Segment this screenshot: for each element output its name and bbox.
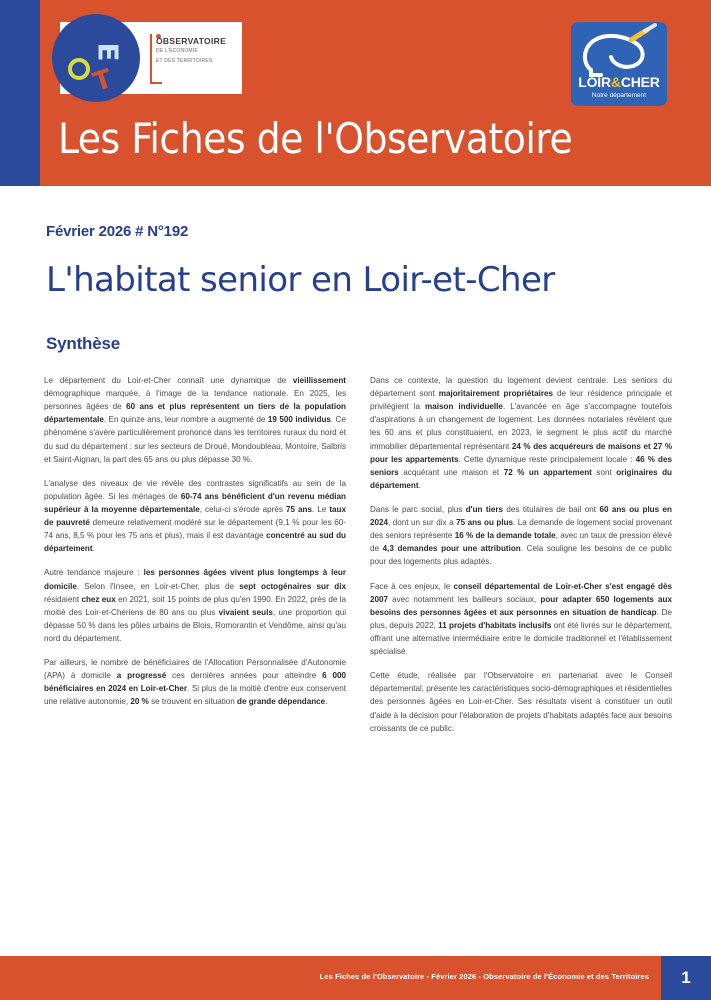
left-column-paragraph: Le département du Loir-et-Cher connaît une dynamique de vieillissement démographique marquée, à l'image de la tendance nationale. En 2025, les personnes âgées de 60 ans et plus représentent un tiers de la population départementale. En quinze ans, leur nombre a augmenté de 19 500 individus. Ce phénomène s'avère particulièrement prononcé dans les territoires ruraux du nord et du sud du département : sur les secteurs de Droué, Mondoubleau, Montoire, Salbris et Saint-Aignan, la part des 65 ans ou plus dépasse 30 %. bbox=[44, 376, 346, 464]
lc-name-part2: CHER bbox=[620, 74, 660, 90]
right-column-paragraph: Dans ce contexte, la question du logement devient centrale. Les seniors du département sont majoritairement propriétaires de leur résidence principale et privilégient la maison individuelle. L'avancée en âge s'accompagne toutefois d'aspirations à un changement de logement. Les données notariales révèlent que les 60 ans et plus constituaient, en 2023, le segment le plus actif du marché immobilier départemental représentant 24 % des acquéreurs de maisons et 27 % pour les appartements. Cette dynamique reste principalement locale : 46 % des seniors acquérant une maison et 72 % un appartement sont originaires du département. bbox=[370, 376, 673, 490]
right-column-paragraph: Dans le parc social, plus d'un tiers des titulaires de bail ont 60 ans ou plus en 2024, dont un sur dix a 75 ans ou plus. La demande de logement social provenant des seniors représente 16 % de la demande totale, avec un taux de pression élevé de 4,3 demandes pour une attribution. Cela souligne les besoins de ce public pour des logements plus adaptés. bbox=[370, 504, 673, 567]
left-column bbox=[44, 374, 346, 746]
footer-page-number: 1 bbox=[661, 956, 711, 1000]
loir-et-cher-tagline: Notre département bbox=[591, 91, 647, 99]
loir-et-cher-logo bbox=[571, 22, 667, 106]
right-column bbox=[370, 374, 672, 746]
oet-letter-o-icon bbox=[68, 58, 90, 80]
oet-letter-t-icon: T bbox=[89, 63, 116, 99]
two-column-body bbox=[44, 374, 672, 746]
oet-logo-title: OBSERVATOIRE bbox=[156, 36, 227, 46]
right-column-paragraph: Cette étude, réalisée par l'Observatoire en partenariat avec le Conseil départemental, présente les caractéristiques socio-démographiques et résidentielles des personnes âgées en Loir-et-Cher. Ses résultats visent à constituer un outil d'aide à la décision pour l'élaboration de projets d'habitats adaptés face aux besoins croissants de ce public. bbox=[370, 671, 672, 733]
footer-text: Les Fiches de l'Observatoire - Février 2026 - Observatoire de l'Économie et des Territoires bbox=[319, 972, 649, 981]
section-heading-synthese: Synthèse bbox=[46, 334, 120, 353]
left-column-paragraph: Autre tendance majeure : les personnes âgées vivent plus longtemps à leur domicile. Selon l'Insee, en Loir-et-Cher, plus de sept octogénaires sur dix résidaient chez eux en 2021, soit 15 points de plus qu'en 1990. En 2022, près de la moitié des Loir-et-Chériens de 80 ans ou plus vivaient seuls, une proportion qui dépasse 50 % dans les pôles urbains de Blois, Romorantin et Vendôme, ainsi qu'au nord du département. bbox=[44, 568, 347, 643]
left-column-paragraph: Par ailleurs, le nombre de bénéficiaires de l'Allocation Personnalisée d'Autonomie (APA) à domicile a progressé ces dernières années pour atteindre 6 000 bénéficiaires en 2024 en Loir-et-Cher. Si plus de la moitié d'entre eux conservent une relative autonomie, 20 % se trouvent en situation de grande dépendance. bbox=[44, 658, 346, 707]
page-footer bbox=[0, 956, 711, 1000]
oet-logo-subtitle-1: DE L'ÉCONOMIE bbox=[156, 48, 198, 55]
banner-title: Les Fiches de l'Observatoire bbox=[58, 114, 573, 163]
left-column-paragraph: L'analyse des niveaux de vie révèle des contrastes significatifs au sein de la population âgée. Si les ménages de 60-74 ans bénéficient d'un revenu médian supérieur à la moyenne départementale, celui-ci s'érode après 75 ans. Le taux de pauvreté demeure relativement modéré sur le département (9,1 % pour les 60-74 ans, 8,5 % pour les 75 ans et plus), mais il est davantage concentré au sud du département. bbox=[44, 478, 346, 554]
header-blue-stripe bbox=[0, 0, 40, 186]
oet-logo-text bbox=[156, 36, 234, 65]
page-header bbox=[0, 0, 711, 186]
right-column-paragraph: Face à ces enjeux, le conseil départemental de Loir-et-Cher s'est engagé dès 2007 avec notamment les bailleurs sociaux, pour adapter 650 logements aux besoins des personnes âgées et aux personnes en situation de handicap. De plus, depuis 2022, 11 projets d'habitats inclusifs ont été livrés sur le département, offrant une alternative intermédiaire entre le domicile traditionnel et l'établissement spécialisé. bbox=[370, 581, 673, 657]
lc-name-amp: & bbox=[610, 74, 621, 90]
lc-name-part1: LOIR bbox=[578, 74, 611, 90]
issue-line: Février 2026 # N°192 bbox=[46, 223, 189, 240]
loir-et-cher-wordmark bbox=[571, 75, 667, 89]
page-title: L'habitat senior en Loir-et-Cher bbox=[46, 260, 555, 300]
oet-logo-subtitle-2: ET DES TERRITOIRES bbox=[156, 57, 213, 64]
oet-letter-e-icon: E bbox=[91, 42, 125, 62]
oet-logo bbox=[60, 22, 242, 99]
page-content bbox=[0, 186, 711, 956]
loir-et-cher-emblem-icon bbox=[571, 22, 667, 82]
